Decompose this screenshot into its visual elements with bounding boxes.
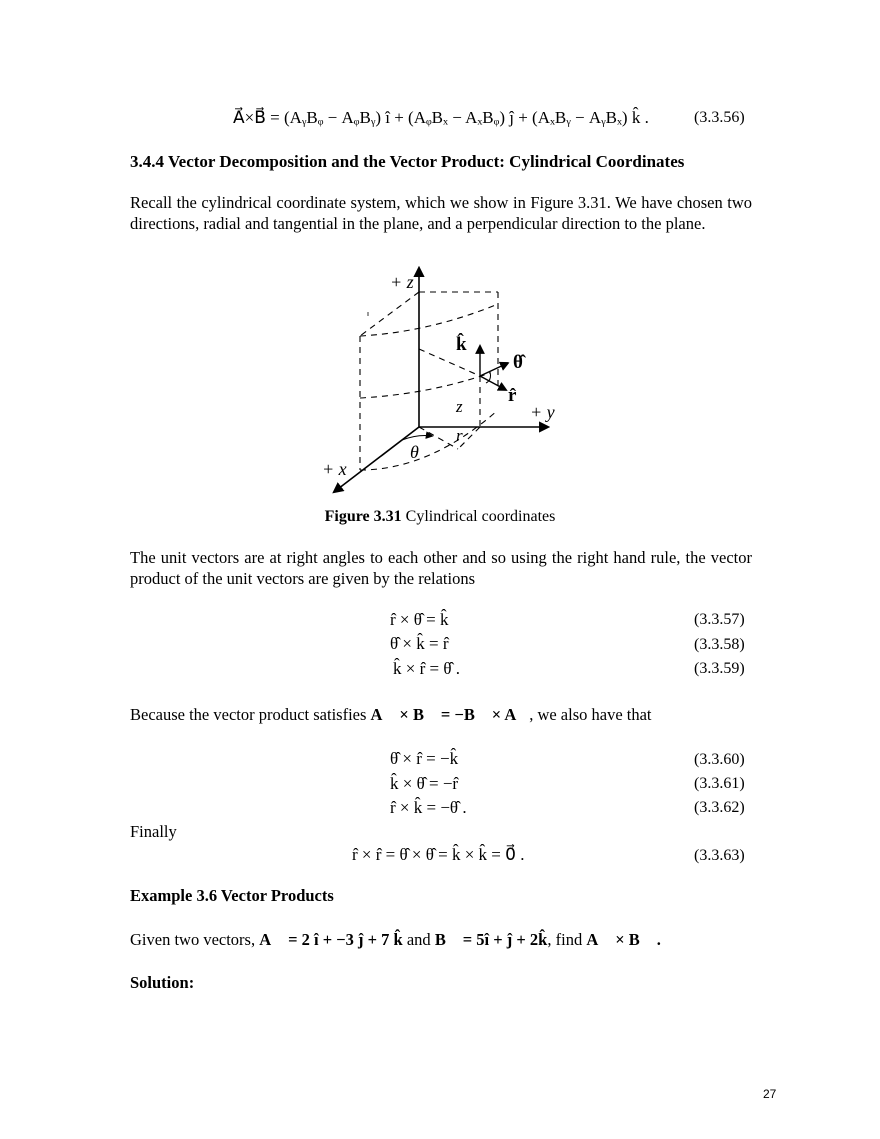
- example-heading: Example 3.6 Vector Products: [130, 886, 334, 905]
- and-word: and: [406, 930, 431, 949]
- intro-paragraph: Recall the cylindrical coordinate system, which we show in Figure 3.31. We have chosen two directions, radial and tangential in the plane, and a perpendicular direction to the plane.: [130, 193, 752, 233]
- because-equation: A⃗ × B⃗ = −B⃗ × A⃗: [370, 705, 530, 724]
- figure-caption: [0, 508, 880, 526]
- z-height-label: z: [456, 397, 463, 416]
- theta-hat-vector: [480, 363, 508, 376]
- vector-b-expression: B⃗ = 5î + ĵ + 2k̂: [434, 930, 548, 949]
- equation-3-3-62: r̂ × k̂ = −θ̂ .: [390, 798, 467, 817]
- cylinder-outline: [360, 292, 498, 470]
- unit-vectors-paragraph: The unit vectors are at right angles to each other and so using the right hand rule, the vector product of the unit vectors are given by the relations: [130, 548, 752, 588]
- k-hat-label: k̂: [456, 334, 467, 355]
- because-prefix: Because the vector product satisfies: [130, 705, 367, 724]
- section-heading: 3.4.4 Vector Decomposition and the Vector Product: Cylindrical Coordinates: [130, 152, 685, 171]
- page-number: 27: [763, 1087, 777, 1101]
- equation-text: A⃗×B⃗ = (AᵧBᵩ − AᵩBᵧ) î + (AᵩBₓ − AₓBᵩ) ĵ + (AₓBᵧ − AᵧBₓ) k̂ .: [233, 108, 649, 127]
- solution-label: Solution:: [130, 973, 195, 992]
- equation-number: (3.3.57): [694, 611, 745, 628]
- cylindrical-coordinates-figure: [320, 260, 570, 500]
- equation-3-3-58: θ̂ × k̂ = r̂: [390, 634, 449, 653]
- equation-3-3-57: r̂ × θ̂ = k̂: [390, 610, 449, 629]
- r-hat-vector: [480, 376, 506, 390]
- equation-number: (3.3.63): [694, 847, 745, 864]
- x-axis: [334, 427, 419, 492]
- because-suffix: , we also have that: [529, 705, 652, 724]
- finally-label: Finally: [130, 822, 177, 841]
- theta-hat-label: θ̂: [513, 352, 523, 373]
- equation-3-3-60: θ̂ × r̂ = −k̂: [390, 749, 459, 768]
- find-word: , find: [547, 930, 583, 949]
- equation-3-3-56: [233, 108, 649, 128]
- r-hat-label: r̂: [508, 385, 517, 406]
- equation-3-3-61: k̂ × θ̂ = −r̂: [390, 774, 459, 793]
- example-given-line: [130, 930, 661, 950]
- given-prefix: Given two vectors,: [130, 930, 256, 949]
- equation-3-3-63: r̂ × r̂ = θ̂ × θ̂ = k̂ × k̂ = 0⃗ .: [352, 845, 525, 864]
- equation-number: (3.3.59): [694, 660, 745, 677]
- equation-number: (3.3.56): [694, 109, 745, 126]
- find-expression: A⃗ × B⃗ .: [586, 930, 661, 949]
- equation-number: (3.3.62): [694, 799, 745, 816]
- x-axis-label: + x: [322, 459, 347, 479]
- figure-caption-text: Cylindrical coordinates: [405, 508, 556, 525]
- z-axis-label: + z: [390, 272, 414, 292]
- figure-caption-label: Figure 3.31: [324, 508, 402, 525]
- equation-number: (3.3.61): [694, 775, 745, 792]
- because-paragraph: [130, 705, 652, 725]
- theta-angle-label: θ: [410, 442, 419, 462]
- equation-3-3-59: k̂ × r̂ = θ̂ .: [393, 659, 460, 678]
- vector-a-expression: A⃗ = 2 î + −3 ĵ + 7 k̂: [259, 930, 403, 949]
- r-length-label: r: [456, 426, 463, 445]
- equation-number: (3.3.58): [694, 636, 745, 653]
- y-axis-label: + y: [530, 402, 555, 422]
- equation-number: (3.3.60): [694, 751, 745, 768]
